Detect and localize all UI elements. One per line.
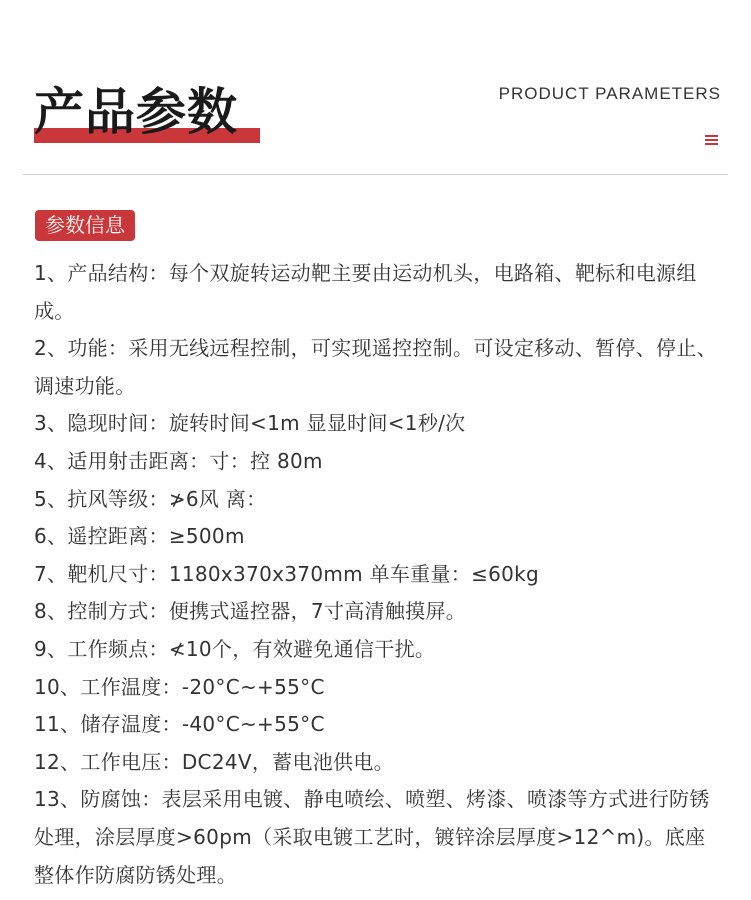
menu-icon[interactable] — [705, 135, 718, 146]
page-subtitle: PRODUCT PARAMETERS — [498, 84, 721, 103]
parameter-item: 12、工作电压：DC24V，蓄电池供电。 — [34, 749, 394, 774]
header-divider — [23, 174, 728, 175]
parameter-item: 6、遥控距离：≥500m — [34, 524, 245, 549]
parameter-item: 1、产品结构：每个双旋转运动靶主要由运动机头，电路箱、靶标和电源组成。 — [34, 261, 697, 323]
parameter-list — [34, 255, 724, 894]
parameter-item: 13、防腐蚀：表层采用电镀、静电喷绘、喷塑、烤漆、喷漆等方式进行防锈处理，涂层厚度>60pm（采取电镀工艺时，镀锌涂层厚度>12^m)。底座整体作防腐防锈处理。 — [34, 787, 710, 887]
parameter-item: 11、储存温度：-40°C~+55°C — [34, 712, 325, 737]
parameter-item: 2、功能：采用无线远程控制，可实现遥控控制。可设定移动、暂停、停止、调速功能。 — [34, 336, 717, 398]
parameter-item: 10、工作温度：-20°C~+55°C — [34, 674, 325, 699]
parameter-item: 9、工作频点：≮10个，有效避免通信干扰。 — [34, 636, 436, 661]
section-tag: 参数信息 — [35, 210, 135, 241]
parameter-item: 5、抗风等级：≯6风 离： — [34, 486, 267, 511]
parameter-item: 8、控制方式：便携式遥控器，7寸高清触摸屏。 — [34, 599, 467, 624]
parameter-item: 7、靶机尺寸：1180x370x370mm 单车重量：≤60kg — [34, 561, 540, 586]
page-title-block — [34, 82, 264, 146]
parameter-item: 3、隐现时间：旋转时间<1m 显显时间<1秒/次 — [34, 411, 466, 436]
page-title: 产品参数 — [34, 83, 238, 141]
parameter-item: 4、适用射击距离：寸：控 80m — [34, 448, 323, 473]
